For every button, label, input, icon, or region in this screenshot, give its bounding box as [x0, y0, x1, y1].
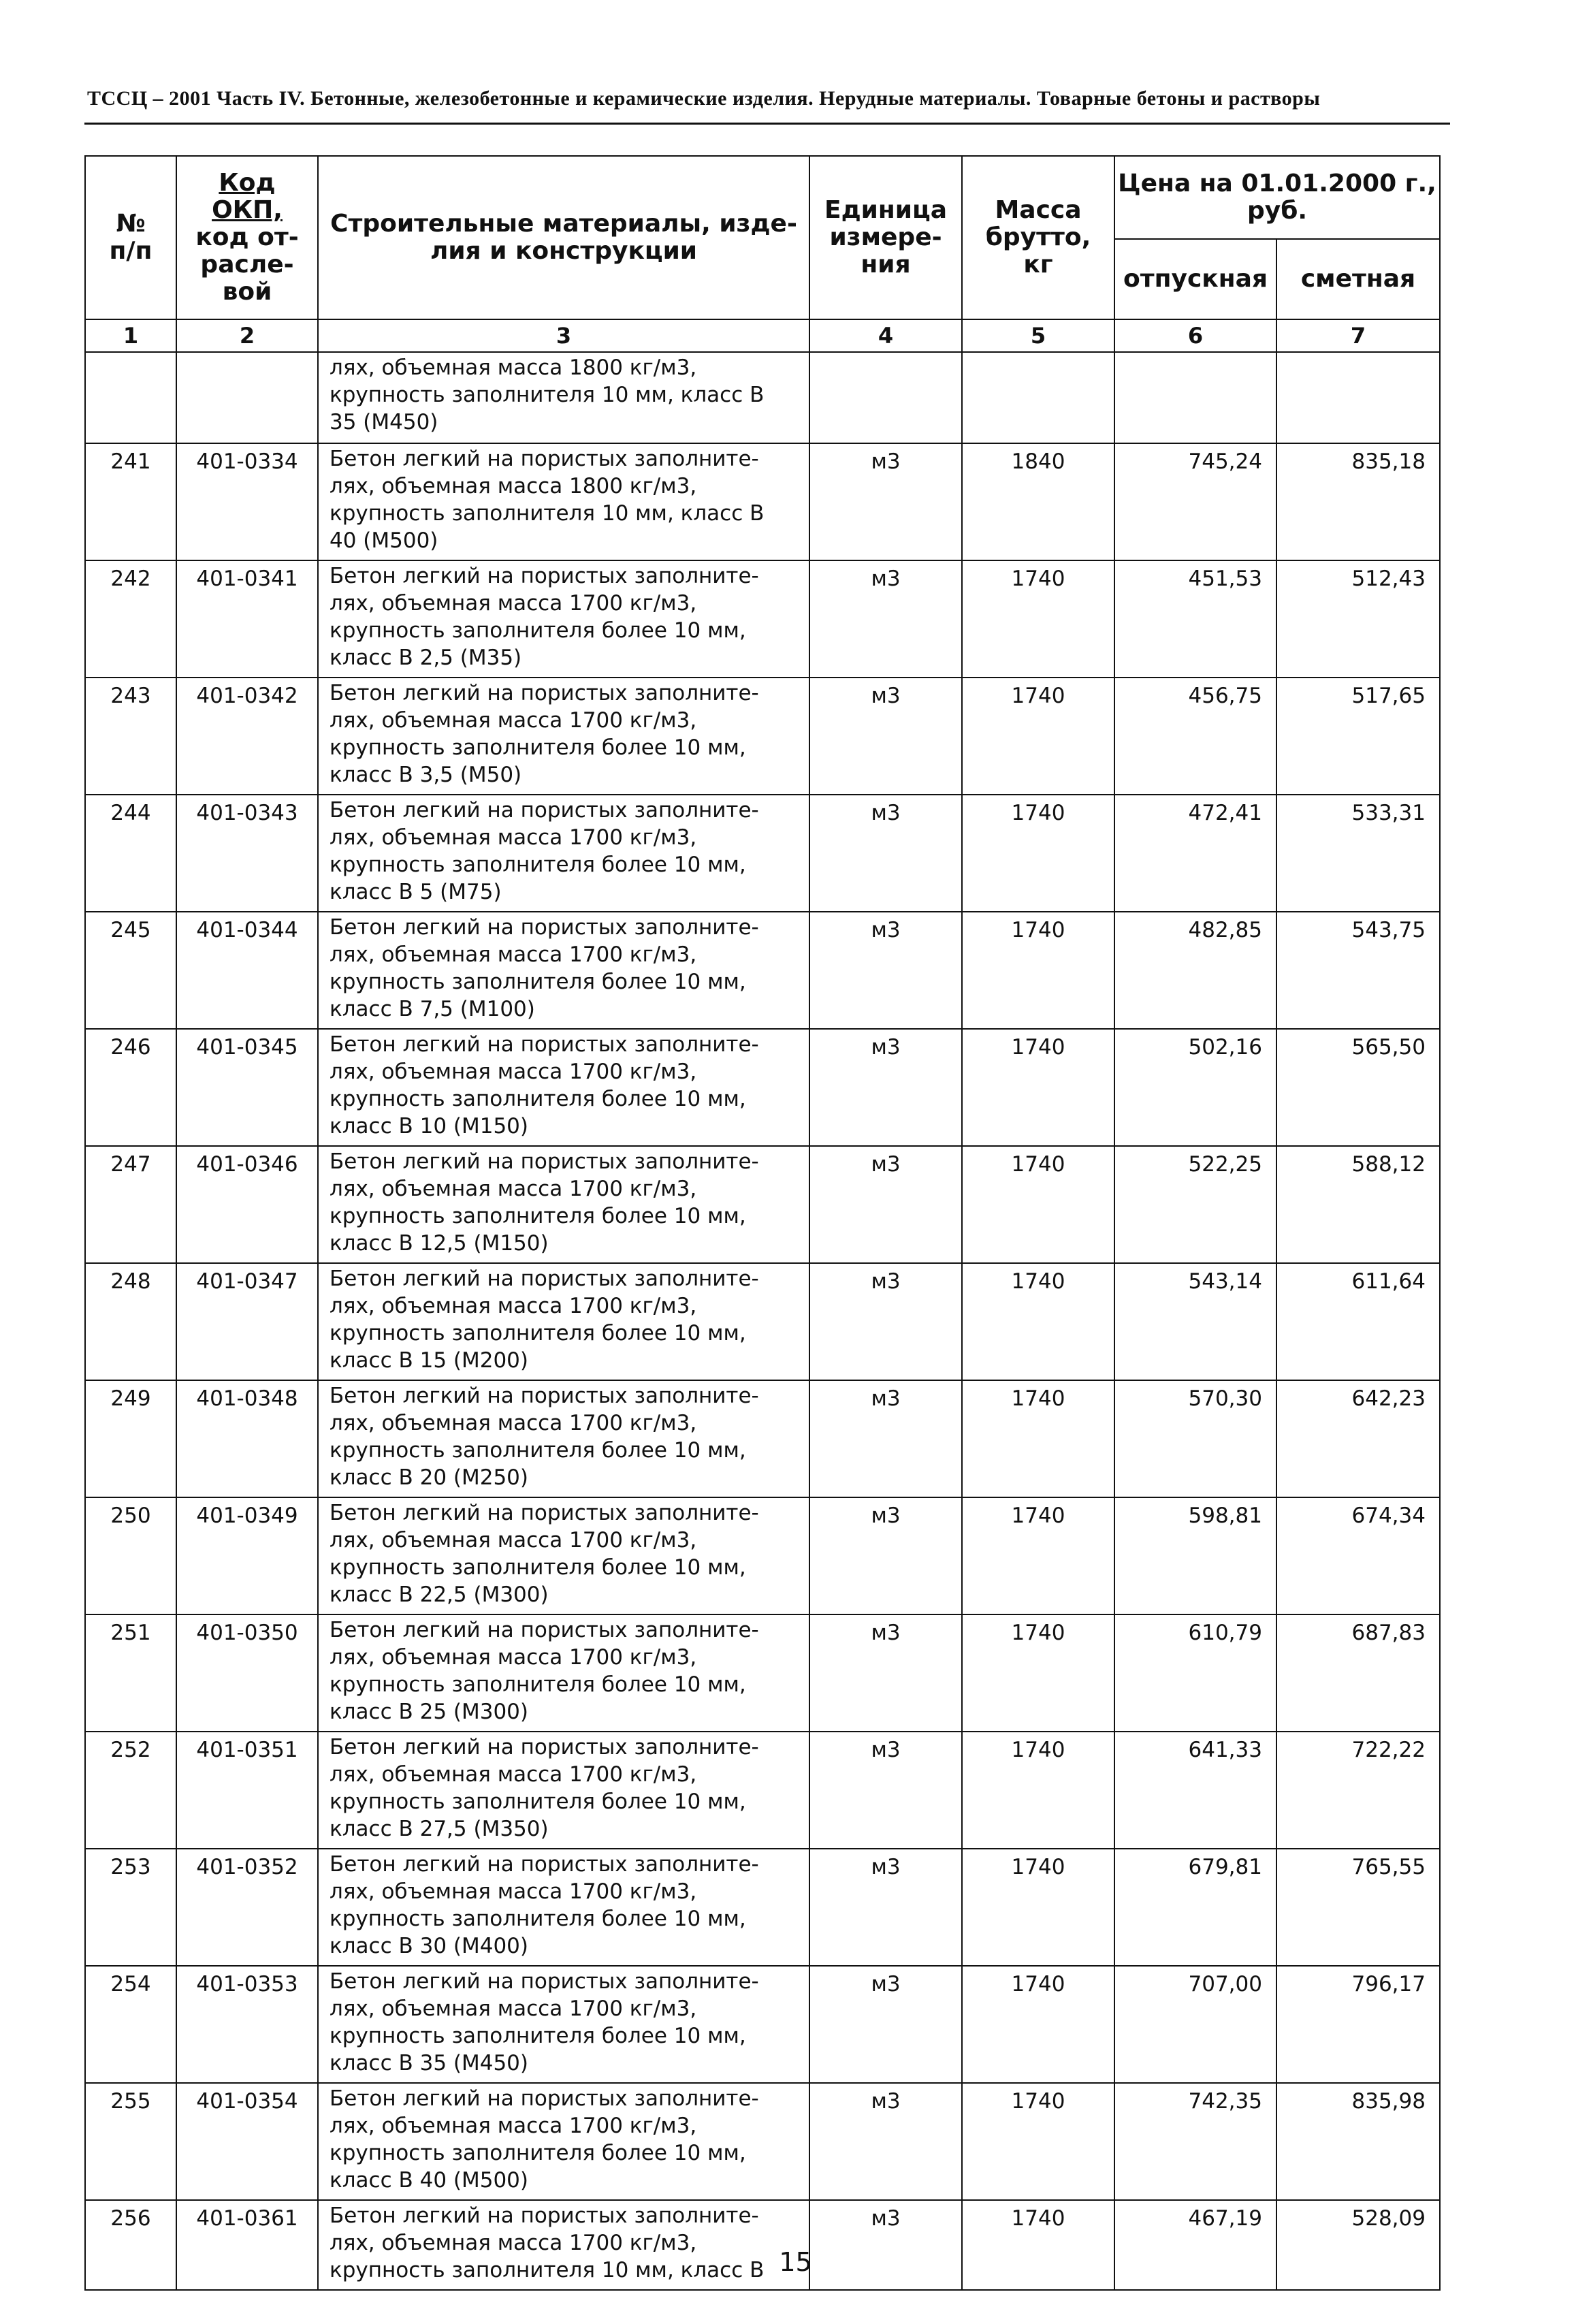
description-line: лях, объемная масса 1700 кг/м3,	[330, 1996, 697, 2021]
description-line: Бетон легкий на пористых заполните-	[330, 1267, 759, 1291]
row-price-estimate: 687,83	[1276, 1614, 1440, 1732]
row-number: 247	[85, 1146, 176, 1263]
description-line: Бетон легкий на пористых заполните-	[330, 1618, 759, 1642]
table-row	[85, 352, 1440, 443]
table-row	[85, 1732, 1440, 1849]
row-number: 252	[85, 1732, 176, 1849]
description-line: крупность заполнителя более 10 мм,	[330, 853, 746, 877]
row-price-estimate: 796,17	[1276, 1966, 1440, 2083]
header-unit-line: измере-	[829, 223, 942, 251]
description-line: Бетон легкий на пористых заполните-	[330, 798, 759, 823]
description-line: Бетон легкий на пористых заполните-	[330, 2086, 759, 2111]
table-row	[85, 1614, 1440, 1732]
row-price-estimate: 533,31	[1276, 795, 1440, 912]
description-line: класс В 3,5 (М50)	[330, 763, 522, 787]
description-line: класс В 35 (М450)	[330, 2051, 529, 2075]
row-description	[318, 352, 809, 443]
row-price-release	[1114, 352, 1276, 443]
row-price-release: 745,24	[1114, 443, 1276, 560]
row-price-release: 482,85	[1114, 912, 1276, 1029]
row-mass: 1740	[962, 560, 1114, 678]
row-price-estimate: 543,75	[1276, 912, 1440, 1029]
description-line: лях, объемная масса 1800 кг/м3,	[330, 355, 697, 380]
description-line: Бетон легкий на пористых заполните-	[330, 1501, 759, 1525]
row-price-release: 641,33	[1114, 1732, 1276, 1849]
description-line: лях, объемная масса 1700 кг/м3,	[330, 1762, 697, 1787]
row-unit: м3	[809, 795, 962, 912]
row-number: 246	[85, 1029, 176, 1146]
description-line: лях, объемная масса 1700 кг/м3,	[330, 708, 697, 733]
description-line: крупность заполнителя более 10 мм,	[330, 1087, 746, 1111]
price-table	[84, 155, 1441, 2291]
header-divider	[84, 123, 1450, 125]
row-description	[318, 2083, 809, 2200]
row-description	[318, 1380, 809, 1497]
description-line: класс В 7,5 (М100)	[330, 997, 535, 1021]
row-description	[318, 1146, 809, 1263]
header-price-estimate: сметная	[1276, 239, 1440, 319]
row-price-estimate: 765,55	[1276, 1849, 1440, 1966]
row-number: 255	[85, 2083, 176, 2200]
row-description	[318, 912, 809, 1029]
header-num-line: №	[116, 210, 146, 238]
row-description	[318, 795, 809, 912]
row-unit: м3	[809, 2200, 962, 2290]
column-number: 3	[318, 319, 809, 352]
document-header: ТССЦ – 2001 Часть IV. Бетонные, железобетонные и керамические изделия. Нерудные материалы. Товарные бетоны и растворы	[87, 87, 1321, 110]
table-row	[85, 1380, 1440, 1497]
description-line: крупность заполнителя 10 мм, класс В	[330, 2258, 765, 2282]
description-line: Бетон легкий на пористых заполните-	[330, 564, 759, 588]
table-row	[85, 912, 1440, 1029]
row-number: 241	[85, 443, 176, 560]
description-line: класс В 20 (М250)	[330, 1465, 529, 1490]
row-number: 242	[85, 560, 176, 678]
row-code: 401-0353	[176, 1966, 318, 2083]
row-code	[176, 352, 318, 443]
row-unit	[809, 352, 962, 443]
row-mass: 1740	[962, 1614, 1114, 1732]
row-price-release: 456,75	[1114, 678, 1276, 795]
row-code: 401-0341	[176, 560, 318, 678]
row-code: 401-0343	[176, 795, 318, 912]
header-unit	[809, 156, 962, 319]
row-mass: 1840	[962, 443, 1114, 560]
header-mass-line: кг	[1023, 251, 1053, 278]
table-row	[85, 1263, 1440, 1380]
row-mass: 1740	[962, 678, 1114, 795]
description-line: Бетон легкий на пористых заполните-	[330, 1969, 759, 1994]
row-price-release: 472,41	[1114, 795, 1276, 912]
row-price-release: 467,19	[1114, 2200, 1276, 2290]
row-price-release: 707,00	[1114, 1966, 1276, 2083]
description-line: крупность заполнителя более 10 мм,	[330, 970, 746, 994]
description-line: крупность заполнителя более 10 мм,	[330, 1907, 746, 1931]
row-mass: 1740	[962, 1732, 1114, 1849]
table-row	[85, 2083, 1440, 2200]
row-number: 244	[85, 795, 176, 912]
description-line: класс В 27,5 (М350)	[330, 1817, 549, 1841]
row-price-estimate: 512,43	[1276, 560, 1440, 678]
column-number: 1	[85, 319, 176, 352]
row-price-estimate: 517,65	[1276, 678, 1440, 795]
row-price-estimate: 674,34	[1276, 1497, 1440, 1614]
row-mass: 1740	[962, 2200, 1114, 2290]
row-unit: м3	[809, 1146, 962, 1263]
description-line: крупность заполнителя более 10 мм,	[330, 1672, 746, 1697]
description-line: лях, объемная масса 1700 кг/м3,	[330, 1177, 697, 1201]
row-price-estimate: 835,18	[1276, 443, 1440, 560]
row-price-release: 543,14	[1114, 1263, 1276, 1380]
row-unit: м3	[809, 1263, 962, 1380]
header-name-line: Строительные материалы, изде-	[330, 210, 797, 238]
row-description	[318, 1263, 809, 1380]
row-description	[318, 1966, 809, 2083]
column-number: 2	[176, 319, 318, 352]
description-line: лях, объемная масса 1700 кг/м3,	[330, 1060, 697, 1084]
description-line: крупность заполнителя более 10 мм,	[330, 1438, 746, 1463]
row-price-estimate: 528,09	[1276, 2200, 1440, 2290]
header-code-line: расле-	[200, 251, 294, 278]
table-row	[85, 795, 1440, 912]
description-line: класс В 12,5 (М150)	[330, 1231, 549, 1256]
row-price-release: 502,16	[1114, 1029, 1276, 1146]
page-number: 15	[779, 2247, 812, 2277]
row-number: 245	[85, 912, 176, 1029]
row-description	[318, 1732, 809, 1849]
description-line: Бетон легкий на пористых заполните-	[330, 1852, 759, 1877]
row-number: 249	[85, 1380, 176, 1497]
description-line: 35 (М450)	[330, 410, 438, 434]
table-row	[85, 560, 1440, 678]
header-code-line: Код	[219, 169, 276, 197]
row-number: 250	[85, 1497, 176, 1614]
description-line: Бетон легкий на пористых заполните-	[330, 1384, 759, 1408]
description-line: крупность заполнителя более 10 мм,	[330, 618, 746, 643]
table-row	[85, 678, 1440, 795]
row-code: 401-0342	[176, 678, 318, 795]
row-unit: м3	[809, 560, 962, 678]
row-unit: м3	[809, 1380, 962, 1497]
header-mass	[962, 156, 1114, 319]
row-description	[318, 560, 809, 678]
row-description	[318, 678, 809, 795]
table-row	[85, 1849, 1440, 1966]
description-line: класс В 40 (М500)	[330, 2168, 529, 2193]
column-number: 4	[809, 319, 962, 352]
row-mass: 1740	[962, 1966, 1114, 2083]
header-unit-line: Единица	[824, 196, 947, 224]
description-line: крупность заполнителя более 10 мм,	[330, 1789, 746, 1814]
table-row	[85, 443, 1440, 560]
description-line: Бетон легкий на пористых заполните-	[330, 1032, 759, 1057]
description-line: класс В 5 (М75)	[330, 880, 502, 904]
description-line: крупность заполнителя 10 мм, класс В	[330, 501, 765, 526]
row-code: 401-0352	[176, 1849, 318, 1966]
row-code: 401-0348	[176, 1380, 318, 1497]
header-name-line: лия и конструкции	[430, 237, 698, 265]
row-code: 401-0344	[176, 912, 318, 1029]
table-row	[85, 1146, 1440, 1263]
description-line: лях, объемная масса 1700 кг/м3,	[330, 1411, 697, 1435]
row-number: 254	[85, 1966, 176, 2083]
description-line: крупность заполнителя более 10 мм,	[330, 735, 746, 760]
row-unit: м3	[809, 1497, 962, 1614]
row-price-estimate: 835,98	[1276, 2083, 1440, 2200]
description-line: лях, объемная масса 1700 кг/м3,	[330, 942, 697, 967]
header-price-line: Цена на 01.01.2000 г.,	[1118, 170, 1436, 197]
description-line: лях, объемная масса 1700 кг/м3,	[330, 1879, 697, 1904]
row-description	[318, 443, 809, 560]
row-code: 401-0347	[176, 1263, 318, 1380]
header-mass-line: Масса	[995, 196, 1082, 224]
column-number: 6	[1114, 319, 1276, 352]
description-line: класс В 30 (М400)	[330, 1934, 529, 1958]
description-line: крупность заполнителя 10 мм, класс В	[330, 383, 765, 407]
row-unit: м3	[809, 1732, 962, 1849]
row-code: 401-0361	[176, 2200, 318, 2290]
row-code: 401-0351	[176, 1732, 318, 1849]
row-price-release: 598,81	[1114, 1497, 1276, 1614]
row-code: 401-0354	[176, 2083, 318, 2200]
row-mass: 1740	[962, 1849, 1114, 1966]
row-unit: м3	[809, 2083, 962, 2200]
row-description	[318, 1614, 809, 1732]
table-row	[85, 1966, 1440, 2083]
description-line: лях, объемная масса 1700 кг/м3,	[330, 2114, 697, 2138]
description-line: Бетон легкий на пористых заполните-	[330, 1149, 759, 1174]
description-line: Бетон легкий на пористых заполните-	[330, 2203, 759, 2228]
header-price	[1114, 156, 1440, 239]
row-unit: м3	[809, 912, 962, 1029]
row-mass	[962, 352, 1114, 443]
row-number: 253	[85, 1849, 176, 1966]
row-unit: м3	[809, 678, 962, 795]
row-mass: 1740	[962, 1380, 1114, 1497]
header-code-line: код от-	[195, 223, 299, 251]
row-mass: 1740	[962, 1029, 1114, 1146]
row-code: 401-0334	[176, 443, 318, 560]
header-price-line: руб.	[1247, 197, 1308, 225]
description-line: лях, объемная масса 1700 кг/м3,	[330, 591, 697, 616]
row-number: 256	[85, 2200, 176, 2290]
header-price-release: отпускная	[1114, 239, 1276, 319]
row-unit: м3	[809, 1029, 962, 1146]
row-price-estimate	[1276, 352, 1440, 443]
table-body	[85, 352, 1440, 2290]
description-line: крупность заполнителя более 10 мм,	[330, 1555, 746, 1580]
description-line: класс В 10 (М150)	[330, 1114, 529, 1139]
description-line: Бетон легкий на пористых заполните-	[330, 915, 759, 940]
header-mass-line: брутто,	[985, 223, 1091, 251]
row-unit: м3	[809, 1614, 962, 1732]
row-unit: м3	[809, 1966, 962, 2083]
row-mass: 1740	[962, 1497, 1114, 1614]
row-price-release: 742,35	[1114, 2083, 1276, 2200]
description-line: Бетон легкий на пористых заполните-	[330, 681, 759, 705]
row-price-estimate: 722,22	[1276, 1732, 1440, 1849]
row-price-estimate: 642,23	[1276, 1380, 1440, 1497]
description-line: лях, объемная масса 1800 кг/м3,	[330, 474, 697, 498]
row-number: 251	[85, 1614, 176, 1732]
row-mass: 1740	[962, 2083, 1114, 2200]
header-unit-line: ния	[861, 251, 911, 278]
header-code	[176, 156, 318, 319]
description-line: лях, объемная масса 1700 кг/м3,	[330, 2231, 697, 2255]
row-price-estimate: 588,12	[1276, 1146, 1440, 1263]
table-header	[85, 156, 1440, 352]
row-number	[85, 352, 176, 443]
row-price-estimate: 565,50	[1276, 1029, 1440, 1146]
row-mass: 1740	[962, 1146, 1114, 1263]
row-price-release: 522,25	[1114, 1146, 1276, 1263]
row-code: 401-0346	[176, 1146, 318, 1263]
description-line: класс В 2,5 (М35)	[330, 646, 522, 670]
table-row	[85, 1029, 1440, 1146]
header-num-line: п/п	[109, 237, 152, 265]
row-number: 243	[85, 678, 176, 795]
row-code: 401-0349	[176, 1497, 318, 1614]
description-line: Бетон легкий на пористых заполните-	[330, 447, 759, 471]
description-line: 40 (М500)	[330, 528, 438, 553]
header-num	[85, 156, 176, 319]
description-line: крупность заполнителя более 10 мм,	[330, 2141, 746, 2165]
row-code: 401-0350	[176, 1614, 318, 1732]
row-number: 248	[85, 1263, 176, 1380]
table-row	[85, 1497, 1440, 1614]
row-mass: 1740	[962, 912, 1114, 1029]
header-code-line: вой	[222, 278, 272, 306]
description-line: крупность заполнителя более 10 мм,	[330, 1204, 746, 1228]
description-line: лях, объемная масса 1700 кг/м3,	[330, 1645, 697, 1670]
header-code-line: ОКП,	[212, 196, 283, 224]
row-price-estimate: 611,64	[1276, 1263, 1440, 1380]
row-description	[318, 1497, 809, 1614]
row-mass: 1740	[962, 1263, 1114, 1380]
row-description	[318, 1849, 809, 1966]
row-unit: м3	[809, 443, 962, 560]
row-price-release: 451,53	[1114, 560, 1276, 678]
description-line: крупность заполнителя более 10 мм,	[330, 1321, 746, 1346]
row-price-release: 610,79	[1114, 1614, 1276, 1732]
description-line: класс В 15 (М200)	[330, 1348, 529, 1373]
row-price-release: 570,30	[1114, 1380, 1276, 1497]
header-name	[318, 156, 809, 319]
description-line: класс В 25 (М300)	[330, 1700, 529, 1724]
description-line: лях, объемная масса 1700 кг/м3,	[330, 1528, 697, 1553]
row-code: 401-0345	[176, 1029, 318, 1146]
description-line: Бетон легкий на пористых заполните-	[330, 1735, 759, 1760]
description-line: лях, объемная масса 1700 кг/м3,	[330, 825, 697, 850]
row-description	[318, 1029, 809, 1146]
column-number: 5	[962, 319, 1114, 352]
description-line: лях, объемная масса 1700 кг/м3,	[330, 1294, 697, 1318]
column-number: 7	[1276, 319, 1440, 352]
row-price-release: 679,81	[1114, 1849, 1276, 1966]
description-line: крупность заполнителя более 10 мм,	[330, 2024, 746, 2048]
row-unit: м3	[809, 1849, 962, 1966]
description-line: класс В 22,5 (М300)	[330, 1582, 549, 1607]
row-mass: 1740	[962, 795, 1114, 912]
